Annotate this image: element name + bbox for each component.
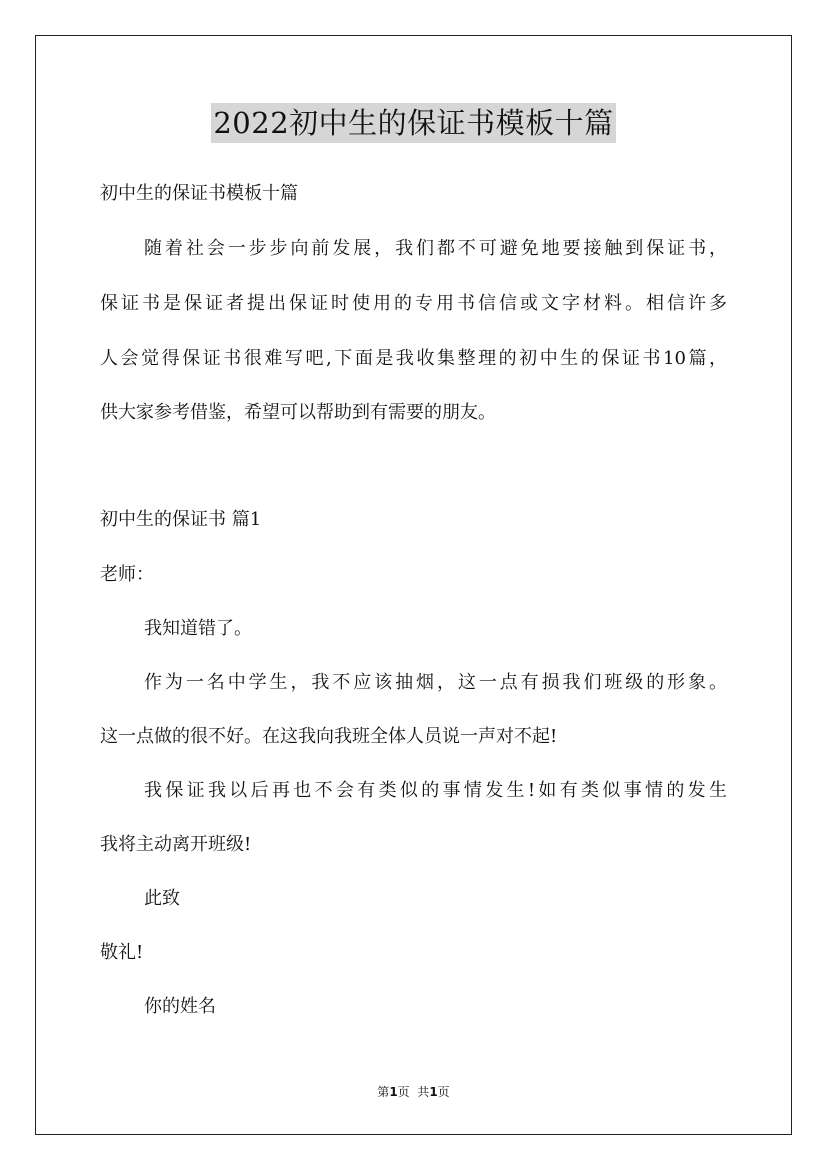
intro-line-1: 随着社会一步步向前发展，我们都不可避免地要接触到保证书， [144, 238, 727, 259]
intro-line-2: 保证书是保证者提出保证时使用的专用书信信或文字材料。相信许多 [100, 293, 727, 314]
intro-line-4: 供大家参考借鉴，希望可以帮助到有需要的朋友。 [100, 402, 496, 423]
body-line-5: 我将主动离开班级! [100, 834, 252, 855]
signature: 你的姓名 [144, 996, 216, 1017]
title-container [0, 103, 827, 143]
body-line-3: 这一点做的很不好。在这我向我班全体人员说一声对不起! [100, 726, 558, 747]
page-footer [0, 1084, 827, 1100]
closing-line-2: 敬礼! [100, 942, 144, 963]
footer-page-number: 1 [389, 1085, 398, 1099]
section-heading: 初中生的保证书 篇1 [100, 509, 262, 530]
footer-prefix: 第 [377, 1085, 390, 1099]
body-line-4: 我保证我以后再也不会有类似的事情发生!如有类似事情的发生 [144, 780, 727, 801]
intro-line-3: 人会觉得保证书很难写吧,下面是我收集整理的初中生的保证书10篇， [100, 348, 727, 369]
salutation: 老师： [100, 564, 154, 585]
footer-middle: 页 共 [397, 1085, 430, 1099]
footer-suffix: 页 [437, 1085, 450, 1099]
footer-total-pages: 1 [429, 1085, 438, 1099]
document-title: 2022初中生的保证书模板十篇 [211, 103, 615, 143]
body-line-2: 作为一名中学生，我不应该抽烟，这一点有损我们班级的形象。 [144, 672, 727, 693]
body-line-1: 我知道错了。 [144, 618, 252, 639]
closing-line-1: 此致 [144, 888, 180, 909]
document-subtitle: 初中生的保证书模板十篇 [100, 183, 298, 204]
